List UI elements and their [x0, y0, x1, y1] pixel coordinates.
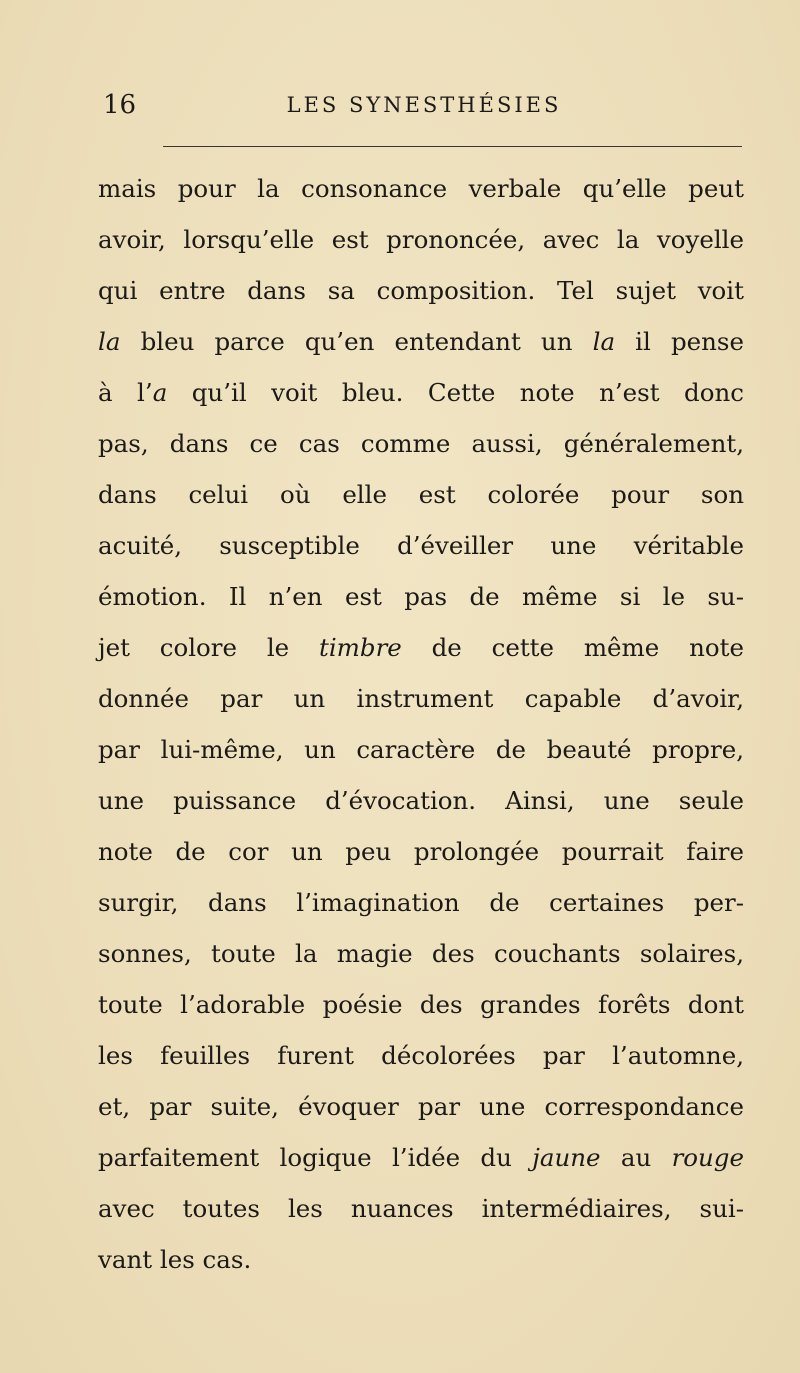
line-segment: bleu parce qu’en entendant un — [120, 327, 593, 356]
line-segment: de cette même note — [401, 633, 744, 662]
text-line: émotion. Il n’en est pas de même si le su- — [98, 582, 744, 611]
text-line: vant les cas. — [98, 1245, 252, 1274]
text-line — [98, 316, 744, 367]
text-line — [98, 622, 744, 673]
text-line: mais pour la consonance verbale qu’elle peut — [98, 174, 744, 203]
text-line: donnée par un instrument capable d’avoir, — [98, 684, 744, 713]
text-line: surgir, dans l’imagination de certaines per- — [98, 888, 744, 917]
text-line: pas, dans ce cas comme aussi, généralement, — [98, 429, 744, 458]
text-line: qui entre dans sa composition. Tel sujet voit — [98, 276, 744, 305]
italic-word: timbre — [318, 633, 402, 662]
text-line — [98, 367, 744, 418]
text-line: avoir, lorsqu’elle est prononcée, avec la voyelle — [98, 225, 744, 254]
line-segment: il pense — [615, 327, 745, 356]
running-title: LES SYNESTHÉSIES — [286, 93, 562, 117]
italic-word: jaune — [532, 1143, 601, 1172]
page-number: 16 — [103, 90, 137, 120]
text-line: dans celui où elle est colorée pour son — [98, 480, 744, 509]
running-head — [103, 85, 745, 125]
text-line: avec toutes les nuances intermédiaires, sui- — [98, 1194, 744, 1223]
line-segment: qu’il voit bleu. Cette note n’est donc — [167, 378, 744, 407]
italic-word: rouge — [671, 1143, 744, 1172]
text-line: les feuilles furent décolorées par l’automne, — [98, 1041, 744, 1070]
text-line: et, par suite, évoquer par une correspondance — [98, 1092, 744, 1121]
text-line — [98, 1132, 744, 1183]
text-line: toute l’adorable poésie des grandes forêts dont — [98, 990, 744, 1019]
text-line: par lui-même, un caractère de beauté propre, — [98, 735, 744, 764]
header-rule — [163, 146, 742, 147]
italic-word: la — [98, 327, 121, 356]
line-segment: au — [600, 1143, 672, 1172]
text-line: une puissance d’évocation. Ainsi, une seule — [98, 786, 744, 815]
line-segment: à l’ — [98, 378, 153, 407]
text-line: note de cor un peu prolongée pourrait faire — [98, 837, 744, 866]
text-line: acuité, susceptible d’éveiller une véritable — [98, 531, 744, 560]
line-segment: parfaitement logique l’idée du — [98, 1143, 533, 1172]
text-line: sonnes, toute la magie des couchants solaires, — [98, 939, 744, 968]
body-text — [98, 163, 744, 1285]
italic-word: a — [152, 378, 168, 407]
line-segment: jet colore le — [98, 633, 319, 662]
italic-word: la — [592, 327, 616, 356]
